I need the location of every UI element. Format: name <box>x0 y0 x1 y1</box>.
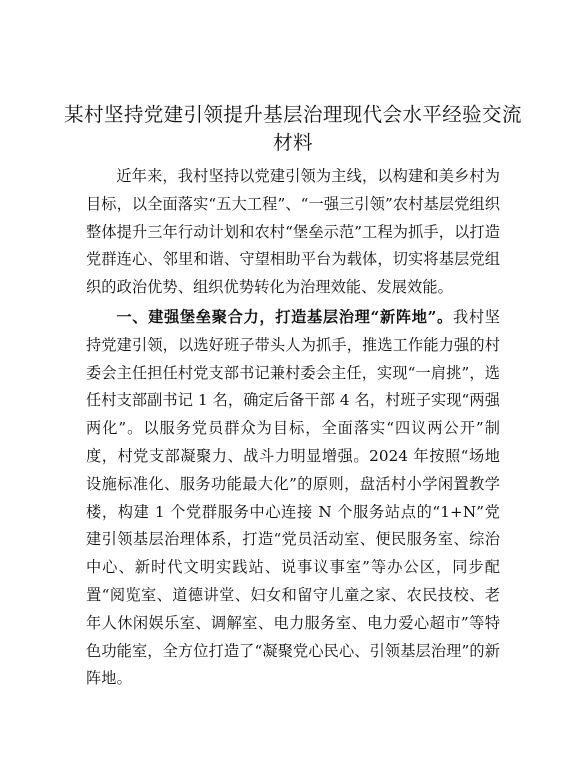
paragraph-intro <box>86 163 500 302</box>
section-one-text: 我村坚持党建引领，以选好班子带头人为抓手，推选工作能力强的村委会主任担任村党支部书记兼村委会主任，实现“一肩挑”，选任村支部副书记 1 名，确定后备干部 4 名，村班子实现“两强两化”。以服务党员群众为目标，全面落实“四议两公开”制度，村党支部凝聚力、战斗力明显增强。2024 年按照“场地设施标准化、服务功能最大化”的原则，盘活村小学闲置教学楼，构建 1 个党群服务中心连接 N 个服务站点的“1+N”党建引领基层治理体系，打造“党员活动室、便民服务室、综治中心、新时代文明实践站、说事议事室”等办公区，同步配置“阅览室、道德讲堂、妇女和留守儿童之家、农民技校、老年人休闲娱乐室、调解室、电力服务室、电力爱心超市”等特色功能室，全方位打造了“凝聚党心民心、引领基层治理”的新阵地。 <box>86 308 501 688</box>
paragraph-intro-text: 近年来，我村坚持以党建引领为主线，以构建和美乡村为目标，以全面落实“五大工程”、“一强三引领”农村基层党组织整体提升三年行动计划和农村“堡垒示范”工程为抓手，以打造党群连心、邻里和谐、守望相助平台为载体，切实将基层党组织的政治优势、组织优势转化为治理效能、发展效能。 <box>86 167 500 297</box>
paragraph-section-one <box>86 304 500 693</box>
document-title: 某村坚持党建引领提升基层治理现代会水平经验交流材料 <box>64 103 522 154</box>
section-one-heading: 一、建强堡垒聚合力，打造基层治理“新阵地”。 <box>116 308 453 326</box>
